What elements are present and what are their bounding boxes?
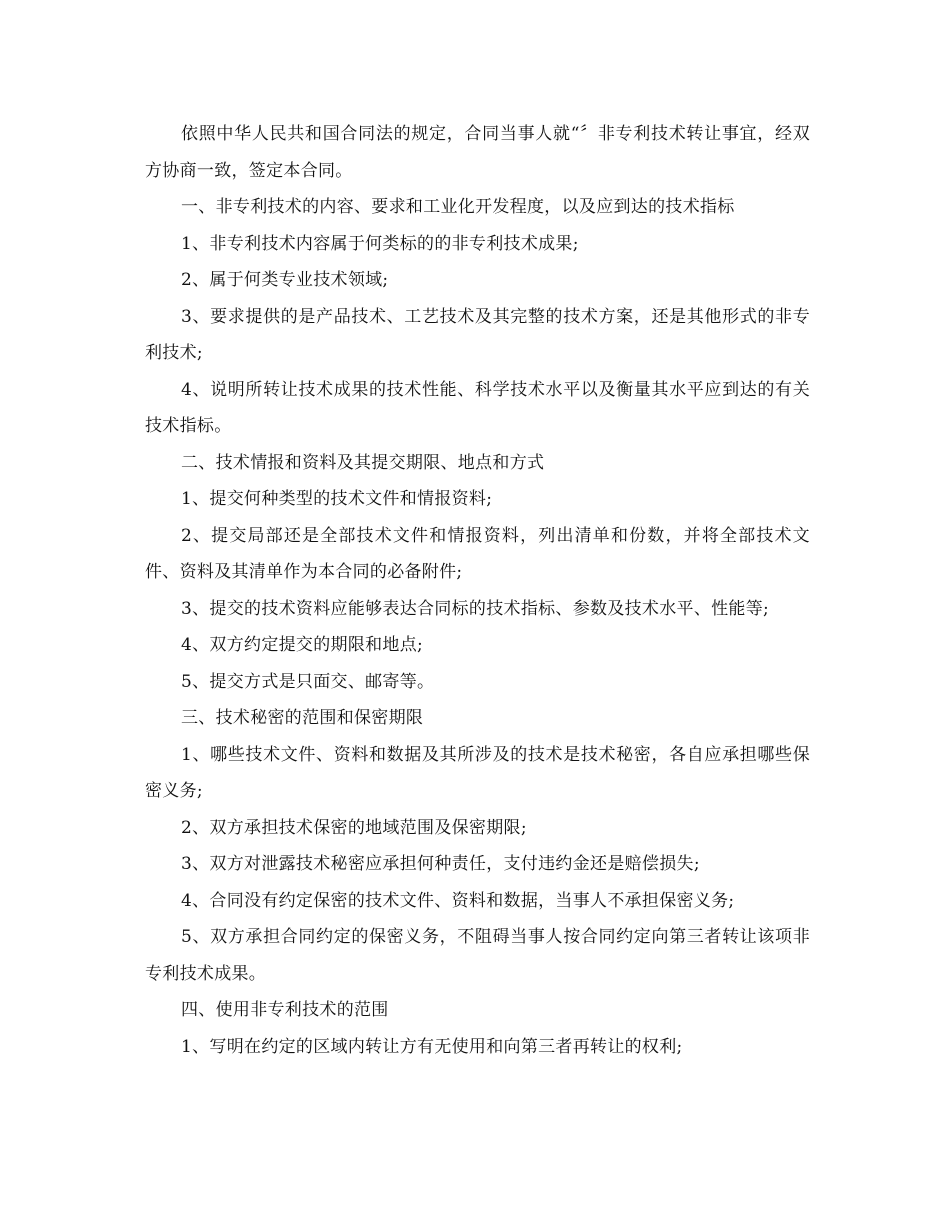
list-item: 1、写明在约定的区域内转让方有无使用和向第三者再转让的权利;	[181, 1036, 683, 1057]
list-item: 3、提交的技术资料应能够表达合同标的技术指标、参数及技术水平、性能等;	[181, 598, 770, 619]
list-item: 4、说明所转让技术成果的技术性能、科学技术水平以及衡量其水平应到达的有关技术指标。	[145, 379, 810, 436]
section-heading-1: 一、非专利技术的内容、要求和工业化开发程度，以及应到达的技术指标	[181, 197, 735, 217]
section-heading-4: 四、使用非专利技术的范围	[181, 1000, 389, 1020]
list-item: 2、提交局部还是全部技术文件和情报资料，列出清单和份数，并将全部技术文件、资料及其清单作为本合同的必备附件;	[145, 525, 810, 582]
list-item: 4、双方约定提交的期限和地点;	[181, 635, 424, 655]
section-heading-2: 二、技术情报和资料及其提交期限、地点和方式	[181, 452, 545, 473]
list-item: 1、提交何种类型的技术文件和情报资料;	[181, 489, 493, 509]
list-item: 2、属于何类专业技术领域;	[181, 270, 389, 290]
list-item: 4、合同没有约定保密的技术文件、资料和数据，当事人不承担保密义务;	[181, 890, 735, 911]
list-item: 3、要求提供的是产品技术、工艺技术及其完整的技术方案，还是其他形式的非专利技术;	[145, 306, 810, 363]
list-item: 5、提交方式是只面交、邮寄等。	[181, 671, 435, 692]
document-body	[145, 116, 810, 1065]
list-item: 1、非专利技术内容属于何类标的的非专利技术成果;	[181, 233, 579, 254]
list-item: 5、双方承担合同约定的保密义务，不阻碍当事人按合同约定向第三者转让该项非专利技术成果。	[145, 927, 810, 984]
section-heading-3: 三、技术秘密的范围和保密期限	[181, 708, 424, 728]
list-item: 3、双方对泄露技术秘密应承担何种责任，支付违约金还是赔偿损失;	[181, 854, 700, 874]
list-item: 2、双方承担技术保密的地域范围及保密期限;	[181, 817, 527, 838]
intro-paragraph: 依照中华人民共和国合同法的规定，合同当事人就“〞非专利技术转让事宜，经双方协商一致，签定本合同。	[145, 124, 810, 181]
list-item: 1、哪些技术文件、资料和数据及其所涉及的技术是技术秘密，各自应承担哪些保密义务;	[145, 744, 810, 801]
